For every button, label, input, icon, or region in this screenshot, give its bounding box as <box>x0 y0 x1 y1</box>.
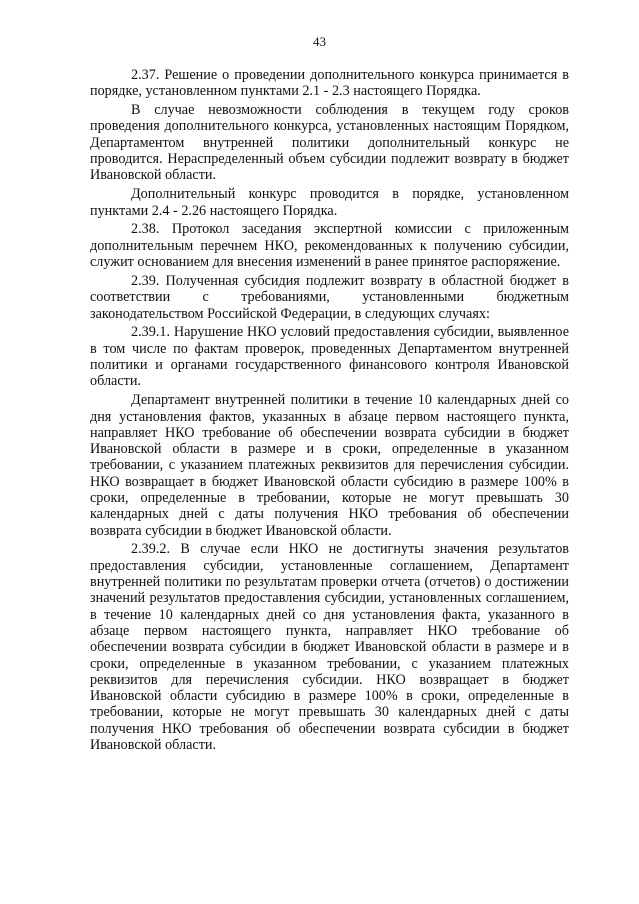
paragraph-2-38: 2.38. Протокол заседания экспертной комиссии с приложенным дополнительным перечнем НКО, рекомендованных к получению субсидии, служит основанием для внесения изменений в ранее принятое распоряжение. <box>90 221 569 271</box>
paragraph-refund-requirement: Департамент внутренней политики в течение 10 календарных дней со дня установления фактов, указанных в абзаце первом настоящего пункта, направляет НКО требование об обеспечении возврата субсидии в бюджет Ивановской области в размере и в сроки, определенные в указанном требовании, с указанием платежных реквизитов для перечисления субсидии. НКО возвращает в бюджет Ивановской области субсидию в размере 100% в сроки, определенные в требовании, которые не могут превышать 30 календарных дней с даты получения НКО требования об обеспечении возврата субсидии в бюджет Ивановской области. <box>90 392 569 539</box>
document-body <box>90 67 569 756</box>
paragraph-additional-contest-procedure: Дополнительный конкурс проводится в порядке, установленном пунктами 2.4 - 2.26 настоящего Порядка. <box>90 186 569 219</box>
paragraph-2-37: 2.37. Решение о проведении дополнительного конкурса принимается в порядке, установленном пунктами 2.1 - 2.3 настоящего Порядка. <box>90 67 569 100</box>
paragraph-2-39-1: 2.39.1. Нарушение НКО условий предоставления субсидии, выявленное в том числе по фактам проверок, проведенных Департаментом внутренней политики и органами государственного финансового контроля Ивановской области. <box>90 324 569 390</box>
page-number: 43 <box>313 34 326 49</box>
paragraph-2-39-2: 2.39.2. В случае если НКО не достигнуты значения результатов предоставления субсидии, установленные соглашением, Департамент внутренней политики по результатам проверки отчета (отчетов) о достижении значений результатов предоставления субсидии, установленных соглашением, в течение 10 календарных дней со дня установления факта, указанного в абзаце первом настоящего пункта, направляет НКО требование об обеспечении возврата субсидии в бюджет Ивановской области в размере и в сроки, определенные в указанном требовании, с указанием платежных реквизитов для перечисления субсидии. НКО возвращает в бюджет Ивановской области субсидию в размере 100% в сроки, определенные в требовании, которые не могут превышать 30 календарных дней с даты получения НКО требования об обеспечении возврата субсидии в бюджет Ивановской области. <box>90 541 569 754</box>
paragraph-2-39: 2.39. Полученная субсидия подлежит возврату в областной бюджет в соответствии с требованиями, установленными бюджетным законодательством Российской Федерации, в следующих случаях: <box>90 272 569 322</box>
paragraph-no-additional-contest: В случае невозможности соблюдения в текущем году сроков проведения дополнительного конкурса, установленных настоящим Порядком, Департаментом внутренней политики дополнительный конкурс не проводится. Нераспределенный объем субсидии подлежит возврату в бюджет Ивановской области. <box>90 102 569 184</box>
